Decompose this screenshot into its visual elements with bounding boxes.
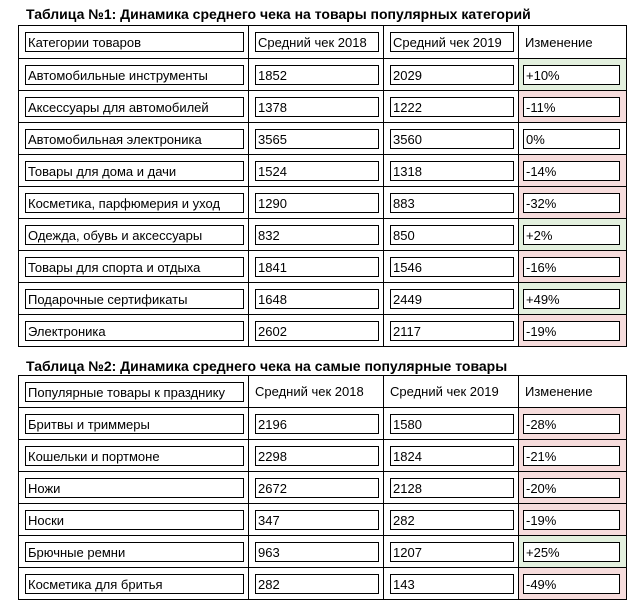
table2 [18, 375, 627, 600]
table-row [19, 187, 627, 219]
table1-avg2018-value: 1290 [255, 193, 379, 213]
table1-cell-avg2018 [249, 283, 384, 315]
table1-title: Таблица №1: Динамика среднего чека на товары популярных категорий [26, 6, 531, 22]
table1-cell-change [519, 91, 627, 123]
table2-change-value: -19% [523, 510, 620, 530]
table2-cell-avg2019 [384, 568, 519, 600]
table2-avg2018-value: 963 [255, 542, 379, 562]
table1-change-value: +49% [523, 289, 620, 309]
table1-cell-category [19, 251, 249, 283]
table2-category-value: Брючные ремни [25, 542, 244, 562]
table1-avg2018-value: 1841 [255, 257, 379, 277]
table-row [19, 408, 627, 440]
table2-header-label: Средний чек 2019 [390, 384, 499, 399]
table2-cell-change [519, 568, 627, 600]
table1-cell-change [519, 187, 627, 219]
table2-avg2018-value: 2298 [255, 446, 379, 466]
table1-cell-change [519, 283, 627, 315]
table1-change-value: -14% [523, 161, 620, 181]
table1-cell-avg2018 [249, 123, 384, 155]
table1-change-value: -16% [523, 257, 620, 277]
table2-avg2018-value: 2196 [255, 414, 379, 434]
table2-avg2018-value: 347 [255, 510, 379, 530]
table1-category-value: Подарочные сертификаты [25, 289, 244, 309]
table1-header-cell [384, 26, 519, 59]
table2-avg2019-value: 282 [390, 510, 514, 530]
table2-avg2019-value: 1580 [390, 414, 514, 434]
table1-change-value: -32% [523, 193, 620, 213]
table1-avg2019-value: 2449 [390, 289, 514, 309]
table-row [19, 219, 627, 251]
table2-change-value: -20% [523, 478, 620, 498]
table2-change-value: -28% [523, 414, 620, 434]
table2-cell-category [19, 504, 249, 536]
table2-change-value: -49% [523, 574, 620, 594]
table2-change-value: +25% [523, 542, 620, 562]
table2-cell-avg2018 [249, 472, 384, 504]
table1-header-label: Средний чек 2019 [390, 32, 514, 52]
table-row [19, 59, 627, 91]
table2-cell-category [19, 440, 249, 472]
table-row [19, 536, 627, 568]
table2-avg2019-value: 143 [390, 574, 514, 594]
table1-avg2018-value: 2602 [255, 321, 379, 341]
table2-header-row [19, 376, 627, 408]
table-row [19, 440, 627, 472]
table1-cell-avg2019 [384, 283, 519, 315]
table2-cell-avg2019 [384, 440, 519, 472]
table1-cell-change [519, 315, 627, 347]
table1-header-cell [19, 26, 249, 59]
table1-cell-change [519, 123, 627, 155]
table2-cell-avg2018 [249, 408, 384, 440]
table1-cell-avg2019 [384, 59, 519, 91]
table1-category-value: Товары для дома и дачи [25, 161, 244, 181]
table2-header-cell [519, 376, 627, 408]
table2-category-value: Ножи [25, 478, 244, 498]
table1-header-row [19, 26, 627, 59]
table1 [18, 25, 627, 347]
table1-category-value: Электроника [25, 321, 244, 341]
table1-cell-category [19, 59, 249, 91]
table1-cell-category [19, 187, 249, 219]
table2-header-label: Популярные товары к празднику [25, 382, 244, 402]
table1-cell-avg2019 [384, 219, 519, 251]
table2-cell-avg2018 [249, 568, 384, 600]
table-row [19, 155, 627, 187]
table2-cell-avg2019 [384, 408, 519, 440]
table-row [19, 504, 627, 536]
table2-category-value: Бритвы и триммеры [25, 414, 244, 434]
table2-avg2019-value: 1207 [390, 542, 514, 562]
table1-cell-change [519, 155, 627, 187]
table1-cell-avg2018 [249, 155, 384, 187]
table1-cell-avg2018 [249, 219, 384, 251]
table2-cell-avg2019 [384, 536, 519, 568]
table2-cell-avg2018 [249, 536, 384, 568]
table1-cell-change [519, 219, 627, 251]
table1-cell-avg2018 [249, 315, 384, 347]
table1-avg2018-value: 1648 [255, 289, 379, 309]
table1-header-cell [249, 26, 384, 59]
table2-avg2018-value: 282 [255, 574, 379, 594]
table2-category-value: Кошельки и портмоне [25, 446, 244, 466]
table2-cell-category [19, 472, 249, 504]
table1-cell-avg2019 [384, 187, 519, 219]
table1-cell-category [19, 219, 249, 251]
table1-cell-category [19, 155, 249, 187]
table1-avg2018-value: 1378 [255, 97, 379, 117]
table2-cell-change [519, 504, 627, 536]
table1-cell-change [519, 251, 627, 283]
table1-header-label: Изменение [525, 34, 593, 50]
table-row [19, 472, 627, 504]
table1-cell-avg2018 [249, 91, 384, 123]
table1-category-value: Автомобильная электроника [25, 129, 244, 149]
table2-category-value: Косметика для бритья [25, 574, 244, 594]
table-row [19, 568, 627, 600]
table1-cell-category [19, 315, 249, 347]
table1-cell-avg2018 [249, 59, 384, 91]
table2-header-label: Средний чек 2018 [255, 384, 364, 399]
table1-cell-avg2019 [384, 155, 519, 187]
table1-category-value: Автомобильные инструменты [25, 65, 244, 85]
table-row [19, 123, 627, 155]
table1-change-value: +2% [523, 225, 620, 245]
table1-cell-avg2019 [384, 91, 519, 123]
table2-cell-avg2018 [249, 504, 384, 536]
table2-avg2019-value: 2128 [390, 478, 514, 498]
table2-cell-category [19, 408, 249, 440]
table1-avg2019-value: 1222 [390, 97, 514, 117]
table1-cell-avg2019 [384, 123, 519, 155]
table2-category-value: Носки [25, 510, 244, 530]
table-row [19, 283, 627, 315]
table1-header-label: Категории товаров [25, 32, 244, 52]
table2-cell-change [519, 408, 627, 440]
table2-cell-category [19, 536, 249, 568]
table2-header-cell [19, 376, 249, 408]
table1-avg2019-value: 1546 [390, 257, 514, 277]
table1-avg2019-value: 2029 [390, 65, 514, 85]
table1-change-value: +10% [523, 65, 620, 85]
table2-avg2019-value: 1824 [390, 446, 514, 466]
table1-avg2019-value: 883 [390, 193, 514, 213]
table2-title: Таблица №2: Динамика среднего чека на самые популярные товары [26, 358, 508, 374]
table1-avg2018-value: 1852 [255, 65, 379, 85]
table2-header-label: Изменение [525, 384, 593, 399]
table1-category-value: Товары для спорта и отдыха [25, 257, 244, 277]
table1-cell-category [19, 283, 249, 315]
table2-avg2018-value: 2672 [255, 478, 379, 498]
table1-category-value: Аксессуары для автомобилей [25, 97, 244, 117]
table2-cell-avg2019 [384, 472, 519, 504]
table-row [19, 91, 627, 123]
table2-cell-avg2019 [384, 504, 519, 536]
table2-cell-category [19, 568, 249, 600]
table-row [19, 315, 627, 347]
table1-header-label: Средний чек 2018 [255, 32, 379, 52]
table1-cell-avg2018 [249, 251, 384, 283]
table1-avg2018-value: 832 [255, 225, 379, 245]
table1-avg2019-value: 850 [390, 225, 514, 245]
table1-cell-avg2019 [384, 251, 519, 283]
table2-header-cell [249, 376, 384, 408]
table2-cell-change [519, 440, 627, 472]
table1-change-value: -19% [523, 321, 620, 341]
table2-cell-change [519, 472, 627, 504]
table1-cell-avg2018 [249, 187, 384, 219]
table1-avg2018-value: 1524 [255, 161, 379, 181]
table1-avg2019-value: 1318 [390, 161, 514, 181]
table1-cell-avg2019 [384, 315, 519, 347]
table1-avg2018-value: 3565 [255, 129, 379, 149]
table1-avg2019-value: 3560 [390, 129, 514, 149]
table1-cell-change [519, 59, 627, 91]
table2-header-cell [384, 376, 519, 408]
table1-cell-category [19, 123, 249, 155]
table2-cell-change [519, 536, 627, 568]
table1-change-value: 0% [523, 129, 620, 149]
table1-header-cell [519, 26, 627, 59]
table1-change-value: -11% [523, 97, 620, 117]
table2-cell-avg2018 [249, 440, 384, 472]
table1-cell-category [19, 91, 249, 123]
table1-avg2019-value: 2117 [390, 321, 514, 341]
table1-category-value: Косметика, парфюмерия и уход [25, 193, 244, 213]
table1-category-value: Одежда, обувь и аксессуары [25, 225, 244, 245]
table-row [19, 251, 627, 283]
table2-change-value: -21% [523, 446, 620, 466]
